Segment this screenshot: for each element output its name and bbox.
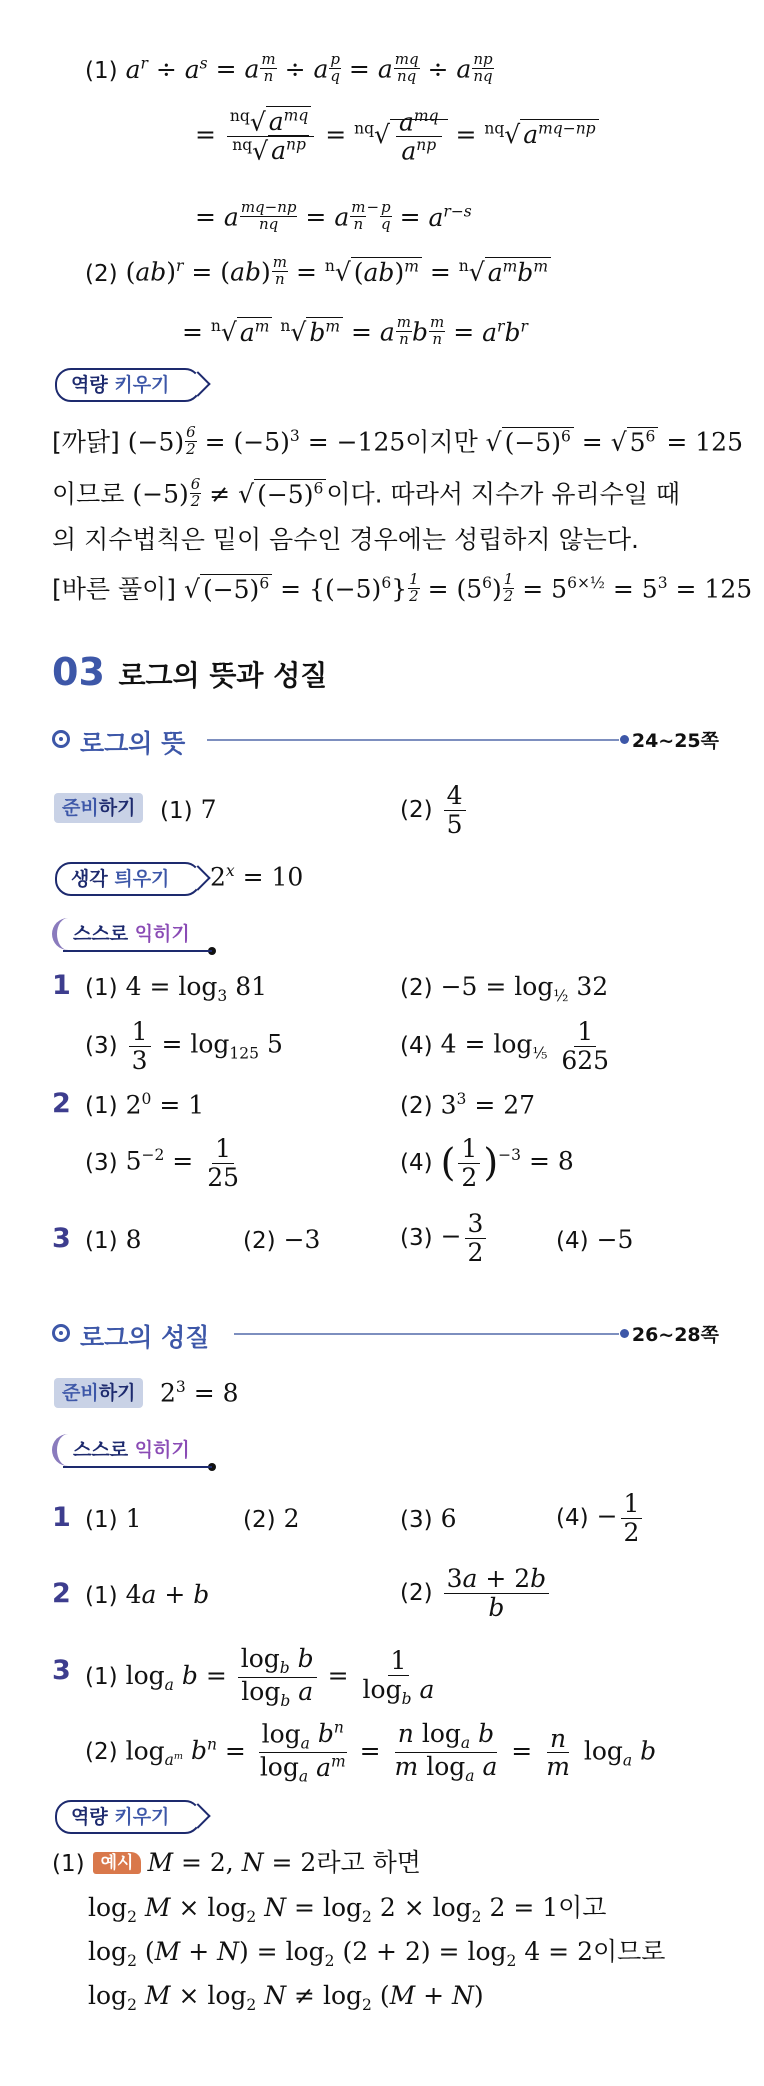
q1-2: $(2) -5 = \log_{\frac{1}{2}} 32$	[400, 972, 609, 1005]
exp-line-2: = $\frac{^{nq}√ a^{mq}}{^{nq}√ a^{np}}$ = $^{nq}$√ $\frac{a^{mq}}{a^{np}}$ = $^{nq}$√ $a^{mq-np}$	[195, 108, 599, 165]
p-q1-2: (2) 2	[243, 1504, 300, 1533]
reason-line-3: 의 지수법칙은 밑이 음수인 경우에는 성립하지 않는다.	[52, 525, 639, 554]
q2-4: (4) ( $\frac{1}{2}$ )$^{-3}$ = 8	[400, 1134, 574, 1192]
q2-2: (2) $3^3 = 27$	[400, 1090, 536, 1120]
example-badge: 예시	[93, 1852, 142, 1874]
exp-line-1: (1) $a^r \div a^s = a$ $\frac{m}{n}$ ÷ a $\frac{p}{q}$ = a $\frac{mq}{nq}$ ÷ a $\frac{np}{nq}$	[85, 50, 493, 85]
subsection-header-log-properties: 로그의 성질 26~28쪽	[52, 1318, 719, 1350]
p-q3-2: (2) $\log_{a^m} b^n$ = $\frac{\log_a b^n}{\log_a a^m}$ = $\frac{n \log_a b}{m \log_a a}$ = $\frac{n}{m}$ $\log_a b$	[85, 1719, 657, 1786]
reason-line-2: 이므로 (−5) $\frac{6}{2}$ ≠ √ $(-5)^6$ 이다. 따라서 지수가 유리수일 때	[52, 475, 681, 510]
bullet-icon	[52, 730, 70, 748]
prep-label: 준비하기	[54, 1378, 143, 1408]
think-label: 생각 틔우기	[55, 862, 201, 896]
q3-4: (4) −5	[556, 1225, 634, 1254]
divider	[234, 1333, 619, 1335]
question-number: 1	[52, 1502, 71, 1533]
question-number: 3	[52, 1655, 71, 1686]
q1-1: (1) $4 = \log_3 81$	[85, 972, 268, 1005]
question-number: 2	[52, 1578, 71, 1609]
dot-icon	[620, 735, 629, 744]
prep-answer-1: (1) 7	[160, 795, 217, 824]
prep-label: 준비하기	[54, 793, 143, 823]
q3-1: (1) 8	[85, 1225, 142, 1254]
q3-2: (2) −3	[243, 1225, 321, 1254]
capability-label: 역량 키우기	[55, 368, 201, 402]
p-q1-3: (3) 6	[400, 1504, 457, 1533]
self-practice-label: 스스로 익히기	[52, 918, 190, 950]
p-q1-4: (4) − $\frac{1}{2}$	[556, 1490, 645, 1546]
capability-label: 역량 키우기	[55, 1800, 201, 1834]
think-answer: $2^x = 10$	[210, 862, 304, 892]
correct-solution: [바른 풀이] √ $(-5)^6 = \{(-5)^6\}$ $\frac{1}{2}$ = $(5^6)$ $\frac{1}{2}$ = $5^{6\times\frac{1}{2}} = 5^3 = 125$	[52, 570, 753, 605]
self-practice-label: 스스로 익히기	[52, 1434, 190, 1466]
q1-3: (3) $\frac{1}{3}$ = $\log_{125} 5$	[85, 1017, 283, 1075]
dot-icon	[208, 947, 216, 955]
prep-answer: $2^3 = 8$	[160, 1378, 239, 1408]
question-number: 1	[52, 970, 71, 1001]
reason-line-1: [까닭] (−5) $\frac{6}{2}$ = $(-5)^3 = -125$이지만 √ $(-5)^6$ = √ $5^6 = 125$	[52, 423, 743, 458]
example-line-3: $\log_2 (M + N) = \log_2 (2 + 2) = \log_2 4 = 2$이므로	[88, 1937, 666, 1970]
example-line-4: $\log_2 M \times \log_2 N \ne \log_2 (M + N)$	[88, 1981, 484, 2014]
exp-line-4: (2) (ab)$^r$ = (ab) $\frac{m}{n}$ = $^n$√ (ab)$^m$ = $^n$√ $a^mb^m$	[85, 255, 551, 288]
p-q1-1: (1) 1	[85, 1504, 142, 1533]
subsection-header-log-meaning: 로그의 뜻 24~25쪽	[52, 724, 719, 756]
dot-icon	[620, 1329, 629, 1338]
p-q3-1: (1) $\log_a b$ = $\frac{\log_b b}{\log_b a}$ = $\frac{1}{\log_b a}$	[85, 1644, 435, 1711]
prep-answer-2: (2) $\frac{4}{5}$	[400, 782, 469, 838]
p-q2-2: (2) $\frac{3a + 2b}{b}$	[400, 1565, 552, 1621]
section-header: 03 로그의 뜻과 성질	[52, 650, 328, 694]
q2-3: (3) $5^{-2}$ = $\frac{1}{25}$	[85, 1134, 240, 1192]
divider	[207, 739, 619, 741]
q2-1: (1) $2^0 = 1$	[85, 1090, 205, 1120]
q3-3: (3) − $\frac{3}{2}$	[400, 1210, 489, 1266]
exp-line-3: = a $\frac{mq-np}{nq}$ = a $\frac{m}{n}$ − $\frac{p}{q}$ = $a^{r-s}$	[195, 198, 472, 233]
example-line-1: (1) 예시 M = 2, N = 2라고 하면	[52, 1848, 421, 1877]
dot-icon	[208, 1463, 216, 1471]
p-q2-1: (1) 4a + b	[85, 1580, 210, 1609]
exp-line-5: = $^n$√ $a^m$ $^n$√ $b^m = a$ $\frac{m}{n}$ b $\frac{m}{n}$ = $a^rb^r$	[182, 313, 528, 348]
question-number: 3	[52, 1223, 71, 1254]
question-number: 2	[52, 1088, 71, 1119]
bullet-icon	[52, 1324, 70, 1342]
q1-4: (4) $4 = \log_{\frac{1}{5}}$ $\frac{1}{625}$	[400, 1017, 610, 1075]
example-line-2: $\log_2 M \times \log_2 N = \log_2 2 \times \log_2 2 = 1$이고	[88, 1893, 607, 1926]
